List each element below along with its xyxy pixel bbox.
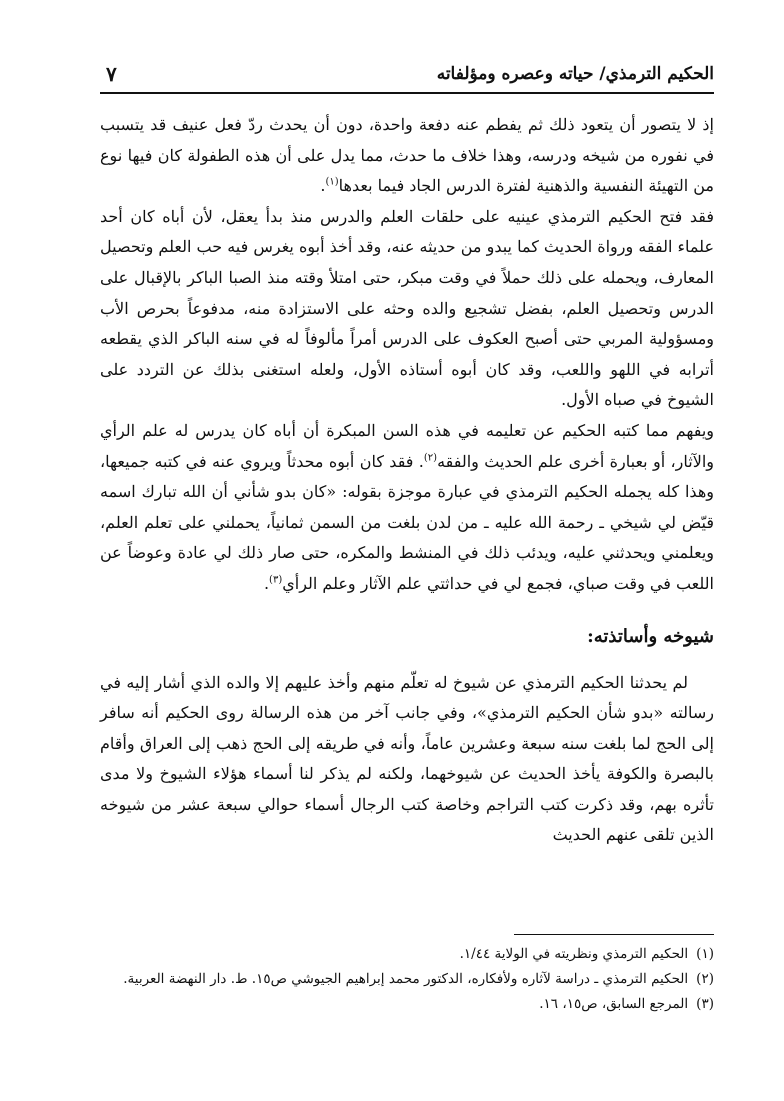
footnote-number: (٣) <box>696 996 714 1012</box>
footnote-text: المرجع السابق، ص١٥، ١٦. <box>539 996 689 1012</box>
footnote-divider <box>514 934 714 935</box>
page-header <box>100 58 714 94</box>
footnote-number: (٢) <box>696 971 714 987</box>
footnote-text: الحكيم الترمذي ونظريته في الولاية ١/٤٤. <box>459 946 689 962</box>
paragraph-1 <box>100 110 714 202</box>
footnote-ref-2: (٢) <box>423 452 438 464</box>
section-heading: شيوخه وأساتذته: <box>587 625 714 647</box>
footnote-ref-1: (١) <box>325 176 339 188</box>
paragraph-3-end: . <box>263 573 270 593</box>
footnotes <box>100 942 714 1017</box>
paragraph-4: لم يحدثنا الحكيم الترمذي عن شيوخ له تعلّم منهم وأخذ عليهم إلا والده الذي أشار إليه في رسالته «بدو شأن الحكيم الترمذي»، وفي جانب آخر من هذه الرسالة روى الحكيم أنه سافر إلى الحج لما بلغت سنه سبعة وعشرين عاماً، وأنه في طريقه إلى الحج ذهب إلى العراق وأقام بالبصرة والكوفة يأخذ الحديث عن شيوخهما، ولكنه لم يذكر لنا أسماء هؤلاء الشيوخ ولا مدى تأثره بهم، وقد ذكرت كتب التراجم وخاصة كتب الرجال أسماء حوالي سبعة عشر من شيوخه الذين تلقى عنهم الحديث <box>100 672 714 845</box>
paragraph-2: فقد فتح الحكيم الترمذي عينيه على حلقات العلم والدرس منذ بدأ يعقل، لأن أباه كان أحد علماء الفقه ورواة الحديث كما يبدو من حديثه عنه، وقد أخذ أبوه يغرس فيه حب العلم وتحصيل المعارف، ويحمله على ذلك حملاً في وقت مبكر، حتى امتلأ وقته منذ الصبا الباكر بالإقبال على الدرس وتحصيل العلم، بفضل تشجيع والده وحثه على الاستزادة منه، مدفوعاً بحرص الأب ومسؤولية المربي حتى أصبح العكوف على الدرس أمراً مألوفاً له في سنه الباكر الذي يقطعه أترابه في اللهو واللعب، وقد كان أبوه أستاذه الأول، ولعله استغنى بذلك عن التردد على الشيوخ في صباه الأول. <box>100 206 714 410</box>
footnote-1 <box>100 942 714 967</box>
page-body <box>100 110 714 851</box>
footnote-text: الحكيم الترمذي ـ دراسة لآثاره ولأفكاره، الدكتور محمد إبراهيم الجيوشي ص١٥. ط. دار النهضة العربية. <box>123 971 689 987</box>
footnote-2 <box>100 967 714 992</box>
running-title: الحكيم الترمذي/ حياته وعصره ومؤلفاته <box>436 64 714 84</box>
paragraph-3-text-b: . فقد كان أبوه محدثاً ويروي عنه في كتبه جميعها، وهذا كله يجمله الحكيم الترمذي في عبارة موجزة بقوله: «كان بدو شأني أن الله تبارك اسمه قيّض لي شيخي ـ رحمة الله عليه ـ من لدن بلغت من السمن ثمانياً، يحملني على تعلم العلم، ويعلمني ويحدثني عليه، ويدئب ذلك في المنشط والمكره، حتى صار ذلك لي عادة وعوضاً عن اللعب في وقت صباي، فجمع لي في حداثتي علم الآثار وعلم الرأي <box>100 451 715 593</box>
paragraph-1-text: إذ لا يتصور أن يتعود ذلك ثم يفطم عنه دفعة واحدة، دون أن يحدث ردّ فعل عنيف قد يتسبب في نفوره من شيخه ودرسه، وهذا خلاف ما حدث، مما يدل على أن هذه الطفولة كان فيها نوع من التهيئة النفسية والذهنية لفترة الدرس الجاد فيما بعدها <box>100 115 715 196</box>
footnote-number: (١) <box>696 946 714 962</box>
paragraph-3-text-a: ويفهم مما كتبه الحكيم عن تعليمه في هذه السن المبكرة أن أباه كان يدرس له علم الرأي والآثار، أو بعبارة أخرى علم الحديث والفقه <box>100 420 715 471</box>
paragraph-3 <box>100 416 714 600</box>
footnote-ref-3: (٣) <box>269 574 283 586</box>
page-number: ٧ <box>106 62 117 86</box>
paragraph-1-end: . <box>320 176 326 196</box>
footnote-3 <box>100 992 714 1017</box>
